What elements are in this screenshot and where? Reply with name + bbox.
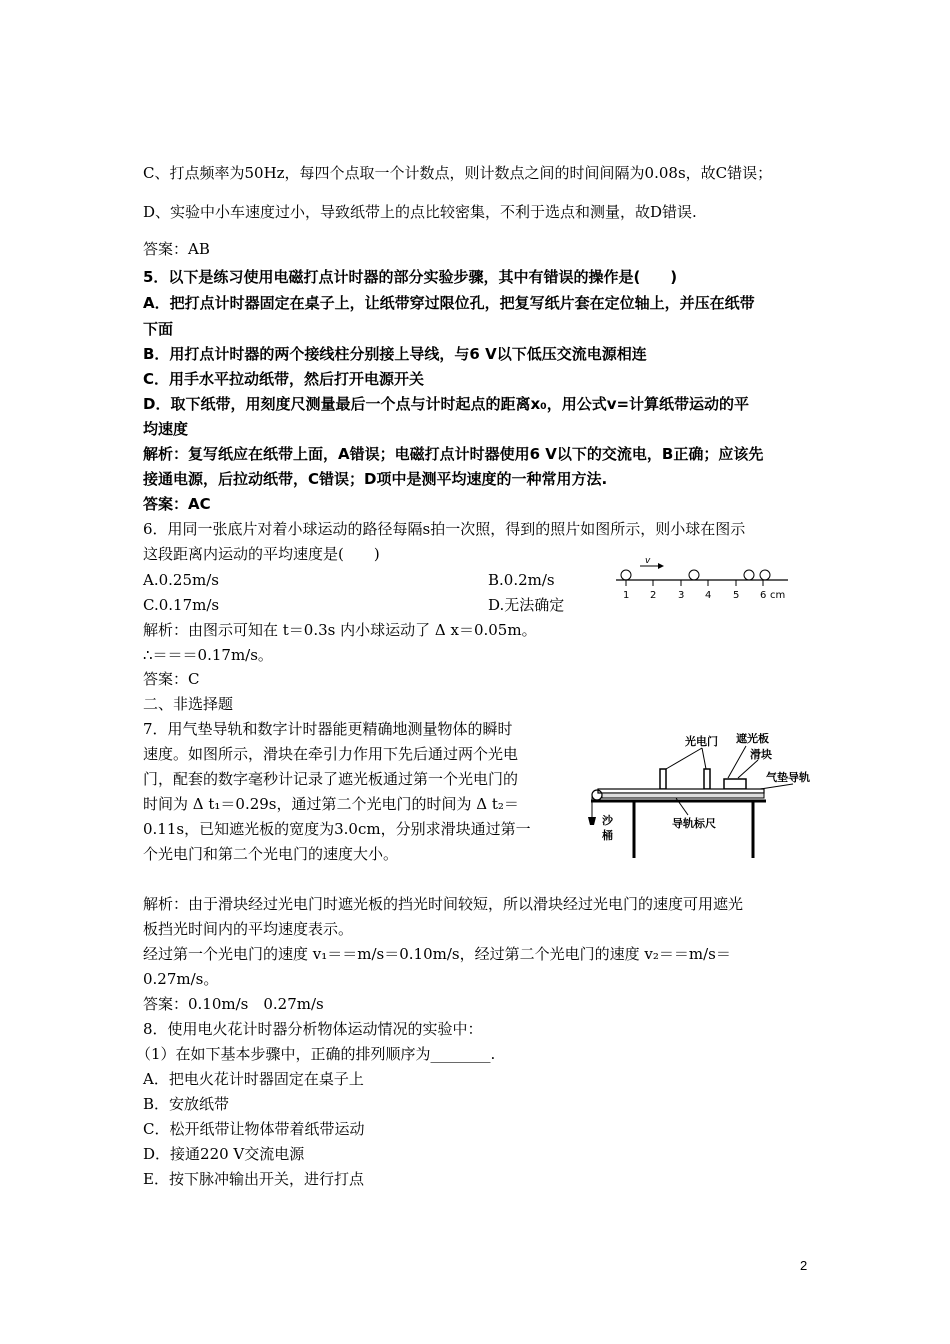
pulley — [592, 790, 602, 800]
q6-option-a: A.0.25m/s — [143, 571, 219, 589]
q7-solution-l3: 经过第一个光电门的速度 v₁＝＝m/s＝0.10m/s，经过第二个光电门的速度 v₂＝＝m/s＝ — [143, 945, 731, 963]
q6-solution: 解析：由图示可知在 t＝0.3s 内小球运动了 Δ x＝0.05m。 — [143, 621, 537, 639]
q6-option-b: B.0.2m/s — [488, 571, 555, 589]
q6-option-d: D.无法确定 — [488, 596, 565, 614]
q5-option-d: D．取下纸带，用刻度尺测量最后一个点与计时起点的距离x₀，用公式v=计算纸带运动的平 — [143, 395, 750, 413]
track-top — [598, 789, 764, 793]
ruler-label: 导轨标尺 — [672, 817, 716, 830]
q8-step-d: D．接通220 V交流电源 — [143, 1145, 305, 1163]
q5-option-a: A．把打点计时器固定在桌子上，让纸带穿过限位孔，把复写纸片套在定位轴上，并压在纸带 — [143, 294, 755, 312]
track-body — [602, 793, 764, 798]
question-7-l2: 速度。如图所示，滑块在牵引力作用下先后通过两个光电 — [143, 745, 519, 763]
photogate-label: 光电门 — [685, 735, 718, 748]
tick-label-6: 6 — [760, 590, 767, 601]
question-5: 5．以下是练习使用电磁打点计时器的部分实验步骤，其中有错误的操作是( ) — [143, 268, 678, 286]
question-7: 7．用气垫导轨和数字计时器能更精确地测量物体的瞬时 — [143, 720, 513, 738]
q5-answer: 答案：AC — [143, 495, 211, 513]
unit-label: cm — [770, 590, 786, 601]
sand-label: 沙 — [602, 814, 613, 827]
ball-positions-figure — [610, 557, 795, 605]
option-d-explanation: D、实验中小车速度过小，导致纸带上的点比较密集，不利于选点和测量，故D错误. — [143, 203, 697, 221]
question-7-l6: 个光电门和第二个光电门的速度大小。 — [143, 845, 399, 863]
q5-option-c: C．用手水平拉动纸带，然后打开电源开关 — [143, 370, 425, 388]
ball-3 — [744, 570, 754, 580]
q5-solution: 解析：复写纸应在纸带上面，A错误；电磁打点计时器使用6 V以下的交流电，B正确；应该先 — [143, 445, 764, 463]
sand-bucket — [588, 817, 596, 825]
q6-option-c: C.0.17m/s — [143, 596, 220, 614]
q5-option-b: B．用打点计时器的两个接线柱分别接上导线，与6 V以下低压交流电源相连 — [143, 345, 647, 363]
airtrack-label: 气垫导轨 — [766, 771, 810, 784]
ball-4 — [760, 570, 770, 580]
option-c-explanation: C、打点频率为50Hz，每四个点取一个计数点，则计数点之间的时间间隔为0.08s，故C错误； — [143, 164, 773, 182]
tick-label-1: 1 — [623, 590, 630, 601]
q7-answer: 答案：0.10m/s 0.27m/s — [143, 995, 324, 1013]
tick-label-3: 3 — [678, 590, 685, 601]
q8-part-1: （1）在如下基本步骤中，正确的排列顺序为________. — [136, 1045, 496, 1063]
q8-step-a: A．把电火花计时器固定在桌子上 — [143, 1070, 364, 1088]
tick-label-2: 2 — [650, 590, 657, 601]
slider-block — [724, 779, 746, 789]
velocity-label: v — [645, 557, 651, 566]
question-7-l5: 0.11s，已知遮光板的宽度为3.0cm，分别求滑块通过第一 — [143, 820, 531, 838]
question-7-l4: 时间为 Δ t₁＝0.29s，通过第二个光电门的时间为 Δ t₂＝ — [143, 795, 519, 813]
q8-step-c: C．松开纸带让物体带着纸带运动 — [143, 1120, 365, 1138]
q7-solution: 解析：由于滑块经过光电门时遮光板的挡光时间较短，所以滑块经过光电门的速度可用遮光 — [143, 895, 744, 913]
q8-step-b: B．安放纸带 — [143, 1095, 230, 1113]
photogate-2 — [704, 769, 710, 789]
section-heading: 二、非选择题 — [143, 695, 234, 713]
ball-2 — [689, 570, 699, 580]
shutter-label: 遮光板 — [736, 733, 769, 745]
q6-solution-cont: ∴＝＝＝0.17m/s。 — [143, 646, 273, 664]
slider-label: 滑块 — [750, 748, 772, 761]
photogate-1 — [660, 769, 666, 789]
ball-1 — [621, 570, 631, 580]
q7-solution-l4: 0.27m/s。 — [143, 970, 219, 988]
q8-step-e: E．按下脉冲输出开关，进行打点 — [143, 1170, 364, 1188]
q6-answer: 答案：C — [143, 670, 200, 688]
question-8: 8．使用电火花计时器分析物体运动情况的实验中： — [143, 1020, 483, 1038]
question-6-cont: 这段距离内运动的平均速度是( ) — [143, 545, 380, 563]
tick-label-4: 4 — [705, 590, 712, 601]
answer-q4: 答案：AB — [143, 240, 210, 258]
q5-option-a-cont: 下面 — [143, 320, 174, 338]
air-track-figure — [588, 733, 828, 863]
q5-option-d-cont: 均速度 — [143, 420, 189, 438]
tick-label-5: 5 — [733, 590, 740, 601]
bucket-label: 桶 — [602, 829, 613, 842]
question-6: 6．用同一张底片对着小球运动的路径每隔s拍一次照，得到的照片如图所示，则小球在图示 — [143, 520, 746, 538]
page-number: 2 — [800, 1258, 808, 1273]
question-7-l3: 门，配套的数字毫秒计记录了遮光板通过第一个光电门的 — [143, 770, 519, 788]
q5-solution-cont: 接通电源，后拉动纸带，C错误；D项中是测平均速度的一种常用方法. — [143, 470, 608, 488]
q7-solution-l2: 板挡光时间内的平均速度表示。 — [143, 920, 354, 938]
